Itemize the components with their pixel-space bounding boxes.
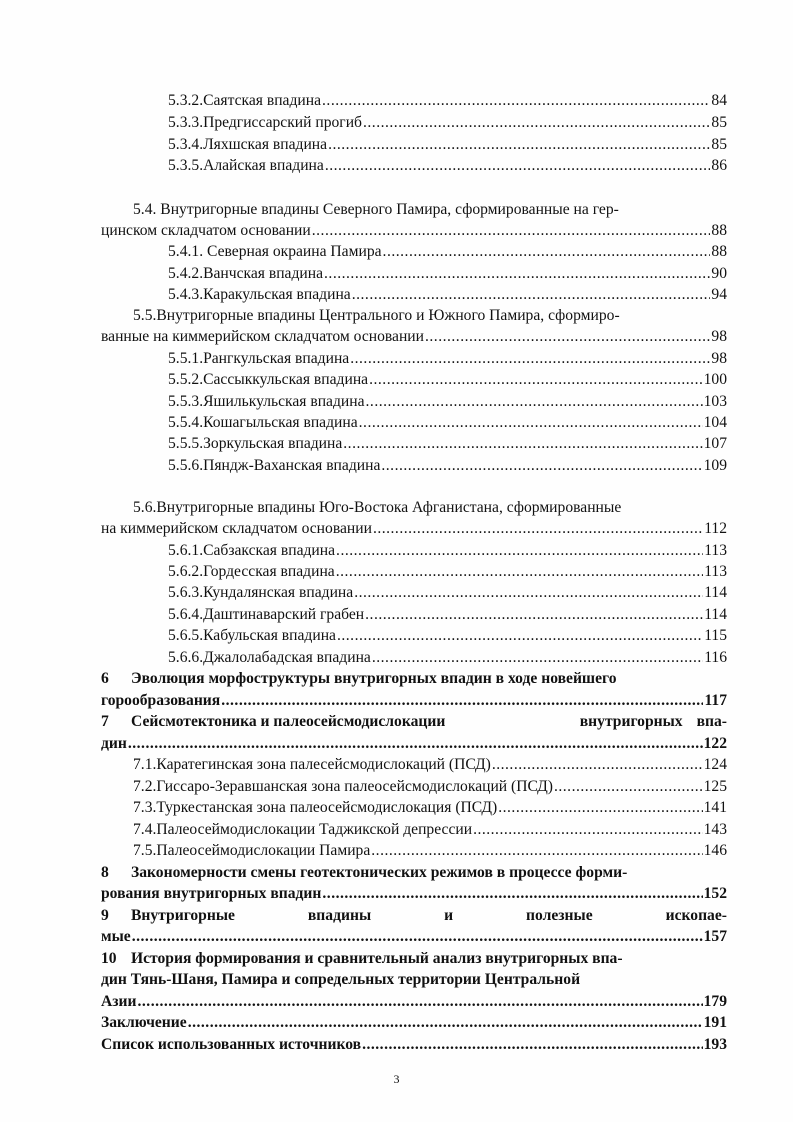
toc-entry: Заключение ..... 191 bbox=[101, 1012, 727, 1034]
toc-entry: 5.5.1.Рангкульская впадина ..... 98 bbox=[168, 348, 727, 370]
toc-chapter-heading: 7 Сейсмотектоника и палеосейсмодислокации внутригорных впа- bbox=[101, 713, 727, 730]
toc-entry: на киммерийском складчатом основании ..... 112 bbox=[101, 518, 727, 540]
toc-entry: 7.4.Палеосеймодислокации Таджикской депрессии ..... 143 bbox=[133, 819, 727, 841]
toc-chapter-heading: 9 Внутригорные впадины и полезные ископае- bbox=[101, 907, 727, 924]
toc-chapter-heading: 10 История формирования и сравнительный анализ внутригорных впа- bbox=[101, 950, 623, 967]
toc-entry: 5.4.3.Каракульская впадина ..... 94 bbox=[168, 284, 727, 306]
toc-entry: 5.4.2.Ванчская впадина ..... 90 bbox=[168, 263, 727, 285]
toc-entry: цинском складчатом основании ..... 88 bbox=[101, 220, 727, 242]
toc-section-heading: 5.4. Внутригорные впадины Северного Памира, сформированные на гер- bbox=[133, 201, 619, 218]
toc-entry: 5.5.6.Пяндж-Ваханская впадина ..... 109 bbox=[168, 455, 727, 477]
toc-entry: 5.3.4.Ляхшская впадина ..... 85 bbox=[168, 134, 727, 156]
toc-entry: 5.5.5.Зоркульская впадина ..... 107 bbox=[168, 433, 727, 455]
toc-entry: дин ..... 122 bbox=[101, 733, 727, 755]
page-number: 3 bbox=[393, 1072, 400, 1086]
toc-entry: Азии ..... 179 bbox=[101, 991, 727, 1013]
toc-entry: 5.3.5.Алайская впадина ..... 86 bbox=[168, 155, 727, 177]
toc-entry: 7.3.Туркестанская зона палеосейсмодислокация (ПСД) ..... 141 bbox=[133, 797, 727, 819]
toc-entry: 5.4.1. Северная окраина Памира ..... 88 bbox=[168, 241, 727, 263]
toc-entry: 5.5.4.Кошагыльская впадина ..... 104 bbox=[168, 412, 727, 434]
toc-entry: 5.6.6.Джалолабадская впадина ..... 116 bbox=[168, 647, 727, 669]
toc-chapter-heading: 6 Эволюция морфоструктуры внутригорных впадин в ходе новейшего bbox=[101, 670, 617, 687]
toc-entry: 5.6.2.Гордесская впадина ..... 113 bbox=[168, 561, 727, 583]
toc-entry: мые ..... 157 bbox=[101, 926, 727, 948]
toc-section-heading: 5.5.Внутригорные впадины Центрального и Южного Памира, сформиро- bbox=[133, 307, 620, 324]
toc-entry: 5.3.3.Предгиссарский прогиб ..... 85 bbox=[168, 112, 727, 134]
toc-entry: 5.5.3.Яшилькульская впадина ..... 103 bbox=[168, 391, 727, 413]
toc-entry: 5.6.4.Даштинаварский грабен ..... 114 bbox=[168, 604, 727, 626]
toc-chapter-heading-cont: дин Тянь-Шаня, Памира и сопредельных территории Центральной bbox=[101, 971, 581, 988]
toc-entry: 7.5.Палеосеймодислокации Памира ..... 146 bbox=[133, 840, 727, 862]
toc-chapter-heading: 8 Закономерности смены геотектонических режимов в процессе форми- bbox=[101, 864, 628, 881]
toc-entry: горообразования ..... 117 bbox=[101, 690, 727, 712]
toc-entry: 5.6.1.Сабзакская впадина ..... 113 bbox=[168, 540, 727, 562]
toc-entry: ванные на киммерийском складчатом основании ..... 98 bbox=[101, 326, 727, 348]
toc-entry: 5.6.5.Кабульская впадина ..... 115 bbox=[168, 625, 727, 647]
toc-section-heading: 5.6.Внутригорные впадины Юго-Востока Афганистана, сформированные bbox=[133, 499, 622, 516]
toc-entry: 5.3.2.Саятская впадина ..... 84 bbox=[168, 90, 727, 112]
toc-entry: рования внутригорных впадин ..... 152 bbox=[101, 883, 727, 905]
toc-entry: 5.5.2.Сассыккульская впадина ..... 100 bbox=[168, 369, 727, 391]
toc-entry: Список использованных источников ..... 193 bbox=[101, 1034, 727, 1056]
toc-entry: 7.1.Каратегинская зона палесейсмодислокаций (ПСД) ..... 124 bbox=[133, 754, 727, 776]
toc-entry: 5.6.3.Кундалянская впадина ..... 114 bbox=[168, 582, 727, 604]
toc-entry: 7.2.Гиссаро-Зеравшанская зона палеосейсмодислокаций (ПСД) ..... 125 bbox=[133, 776, 727, 798]
